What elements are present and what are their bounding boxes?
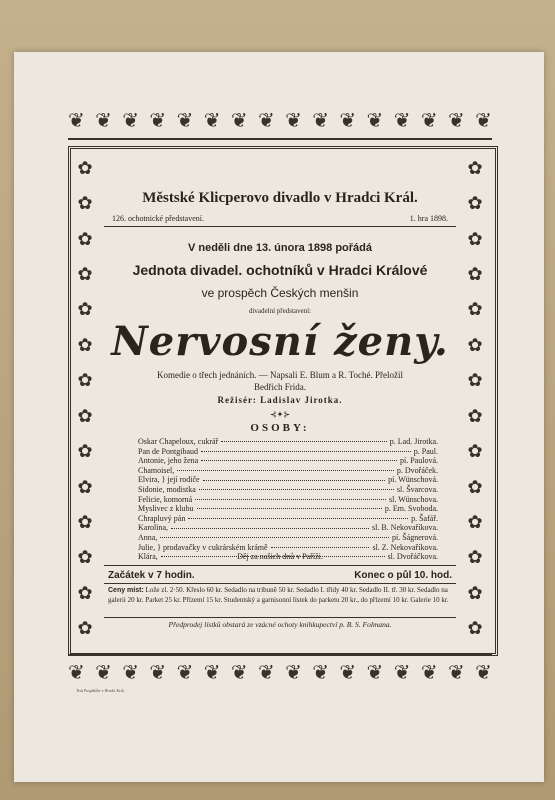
scroll-ornament-icon: ✿ — [467, 476, 483, 497]
lotus-ornament-icon: ❦ — [122, 662, 140, 684]
list-item: Sidonie, modistka sl. Švarcova. — [138, 484, 438, 494]
top-ornament-band — [68, 104, 492, 140]
poster-content — [104, 180, 456, 638]
divider — [104, 583, 456, 584]
bottom-ornament-band — [68, 654, 492, 690]
scroll-ornament-icon: ✿ — [467, 547, 483, 568]
printer-imprint: Tisk Pospíšilův v Hradci Král. — [76, 688, 125, 693]
lotus-ornament-icon: ❦ — [393, 110, 411, 132]
scroll-ornament-icon: ✿ — [467, 582, 483, 603]
scroll-ornament-icon: ✿ — [77, 193, 93, 214]
lotus-ornament-icon: ❦ — [230, 110, 248, 132]
ticket-prices — [108, 586, 452, 604]
scroll-ornament-icon: ✿ — [467, 157, 483, 178]
divider — [104, 617, 456, 618]
performance-number: 126. ochotnické představení. — [112, 214, 204, 223]
benefit-line: ve prospěch Českých menšin — [201, 286, 359, 300]
advance-sale: Předprodej lístků obstará ze vzácné ochoty knihkupectví p. B. S. Folmana. — [168, 620, 392, 629]
play-title: Nervosní ženy. — [111, 318, 449, 365]
scroll-ornament-icon: ✿ — [467, 228, 483, 249]
lotus-ornament-icon: ❦ — [95, 110, 112, 132]
scroll-ornament-icon: ✿ — [77, 157, 93, 178]
list-item: Felicie, komorná sl. Wünschova. — [138, 494, 438, 504]
prices-text: Lože zl. 2·50. Křeslo 60 kr. Sedadlo na tribuně 50 kr. Sedadlo I. třídy 40 kr. Sedadlo II. tř. 30 kr. Sedadlo na galerii 20 kr. Parket 25 kr. Přízemí 15 kr. Studentský a garnisonní lístek do parketu 20 kr., do přízemí 10 kr. Galerie 10 kr. — [108, 586, 449, 604]
lotus-ornament-icon: ❦ — [366, 110, 384, 132]
lotus-ornament-icon: ❦ — [176, 110, 194, 132]
list-item: Klára, sl. Dvořáčkova. — [138, 552, 438, 562]
venue-title: Městské Klicperovo divadlo v Hradci Král. — [142, 190, 418, 206]
subtitle-line-1: Komedie o třech jednáních. — Napsali E. Blum a R. Toché. Přeložil — [157, 370, 403, 380]
lotus-ornament-icon: ❦ — [203, 110, 221, 132]
divider — [104, 226, 456, 227]
lotus-ornament-icon: ❦ — [203, 662, 221, 684]
lotus-ornament-icon: ❦ — [285, 110, 302, 132]
scroll-ornament-icon: ✿ — [77, 547, 93, 568]
list-item: Julie, } prodavačky v cukrárském krámě sl. Z. Nekovaříkova. — [138, 542, 438, 552]
lotus-ornament-icon: ❦ — [285, 662, 302, 684]
list-item: Chamoisel, p. Dvořáček. — [138, 465, 438, 475]
scroll-ornament-icon: ✿ — [467, 618, 483, 639]
lotus-ornament-icon: ❦ — [149, 662, 167, 684]
prices-label: Ceny míst: — [108, 587, 144, 594]
list-item: Chrapluvý pán p. Šafář. — [138, 513, 438, 523]
scroll-ornament-icon: ✿ — [77, 263, 93, 284]
lotus-ornament-icon: ❦ — [420, 110, 438, 132]
scroll-ornament-icon: ✿ — [77, 476, 93, 497]
season-number: 1. hra 1898. — [409, 214, 448, 223]
list-item: Myslivec z klubu p. Em. Svoboda. — [138, 504, 438, 514]
fleuron-divider: ⊰✦⊱ — [269, 410, 291, 419]
list-item: Karolina, sl. B. Nekovaříkova. — [138, 523, 438, 533]
lotus-ornament-icon: ❦ — [122, 110, 140, 132]
scroll-ornament-icon: ✿ — [467, 263, 483, 284]
scroll-ornament-icon: ✿ — [77, 405, 93, 426]
lotus-ornament-icon: ❦ — [68, 662, 85, 684]
lotus-ornament-icon: ❦ — [176, 662, 194, 684]
scroll-ornament-icon: ✿ — [77, 334, 93, 355]
lotus-ornament-icon: ❦ — [257, 662, 275, 684]
scroll-ornament-icon: ✿ — [77, 441, 93, 462]
lotus-ornament-icon: ❦ — [475, 110, 492, 132]
lotus-ornament-icon: ❦ — [475, 662, 492, 684]
scroll-ornament-icon: ✿ — [77, 299, 93, 320]
scroll-ornament-icon: ✿ — [467, 370, 483, 391]
organizer: Jednota divadel. ochotníků v Hradci Králové — [132, 262, 428, 278]
show-times — [108, 570, 452, 581]
lotus-ornament-icon: ❦ — [312, 110, 330, 132]
lotus-ornament-icon: ❦ — [257, 110, 275, 132]
list-item: Oskar Chapeloux, cukrář p. Lad. Jirotka. — [138, 437, 438, 446]
end-time: Konec o půl 10. hod. — [354, 570, 452, 581]
lotus-ornament-icon: ❦ — [420, 662, 438, 684]
lotus-ornament-icon: ❦ — [447, 662, 465, 684]
scroll-ornament-icon: ✿ — [77, 582, 93, 603]
scroll-ornament-icon: ✿ — [77, 370, 93, 391]
list-item: Pan de Pontgibaud p. Paul. — [138, 446, 438, 456]
date-line: V neděli dne 13. února 1898 pořádá — [187, 242, 372, 254]
left-ornament-column — [72, 150, 98, 646]
scene-line: Děj za našich dnů v Paříži. — [237, 552, 323, 561]
right-ornament-column — [462, 150, 488, 646]
scroll-ornament-icon: ✿ — [467, 441, 483, 462]
cast-list — [138, 437, 438, 562]
lotus-ornament-icon: ❦ — [339, 110, 357, 132]
lotus-ornament-icon: ❦ — [95, 662, 112, 684]
subtitle-line-2: Bedřich Frida. — [254, 382, 306, 392]
cast-heading: OSOBY: — [250, 422, 310, 434]
lotus-ornament-icon: ❦ — [312, 662, 330, 684]
scroll-ornament-icon: ✿ — [77, 228, 93, 249]
start-time: Začátek v 7 hodin. — [108, 570, 195, 581]
lotus-ornament-icon: ❦ — [68, 110, 85, 132]
list-item: Antonie, jeho žena pí. Paulová. — [138, 456, 438, 466]
lotus-ornament-icon: ❦ — [393, 662, 411, 684]
lotus-ornament-icon: ❦ — [366, 662, 384, 684]
scroll-ornament-icon: ✿ — [467, 299, 483, 320]
scroll-ornament-icon: ✿ — [467, 511, 483, 532]
scroll-ornament-icon: ✿ — [467, 405, 483, 426]
lotus-ornament-icon: ❦ — [230, 662, 248, 684]
list-item: Elvira, } její rodiče pí. Wünschová. — [138, 475, 438, 485]
divider — [104, 565, 456, 566]
performance-label: divadelní představení: — [248, 307, 311, 315]
list-item: Anna, pí. Šágnerová. — [138, 532, 438, 542]
scroll-ornament-icon: ✿ — [77, 511, 93, 532]
scroll-ornament-icon: ✿ — [467, 334, 483, 355]
scroll-ornament-icon: ✿ — [467, 193, 483, 214]
director-line: Režisér: Ladislav Jirotka. — [217, 395, 343, 405]
lotus-ornament-icon: ❦ — [149, 110, 167, 132]
scroll-ornament-icon: ✿ — [77, 618, 93, 639]
performance-meta — [104, 214, 456, 223]
lotus-ornament-icon: ❦ — [447, 110, 465, 132]
lotus-ornament-icon: ❦ — [339, 662, 357, 684]
